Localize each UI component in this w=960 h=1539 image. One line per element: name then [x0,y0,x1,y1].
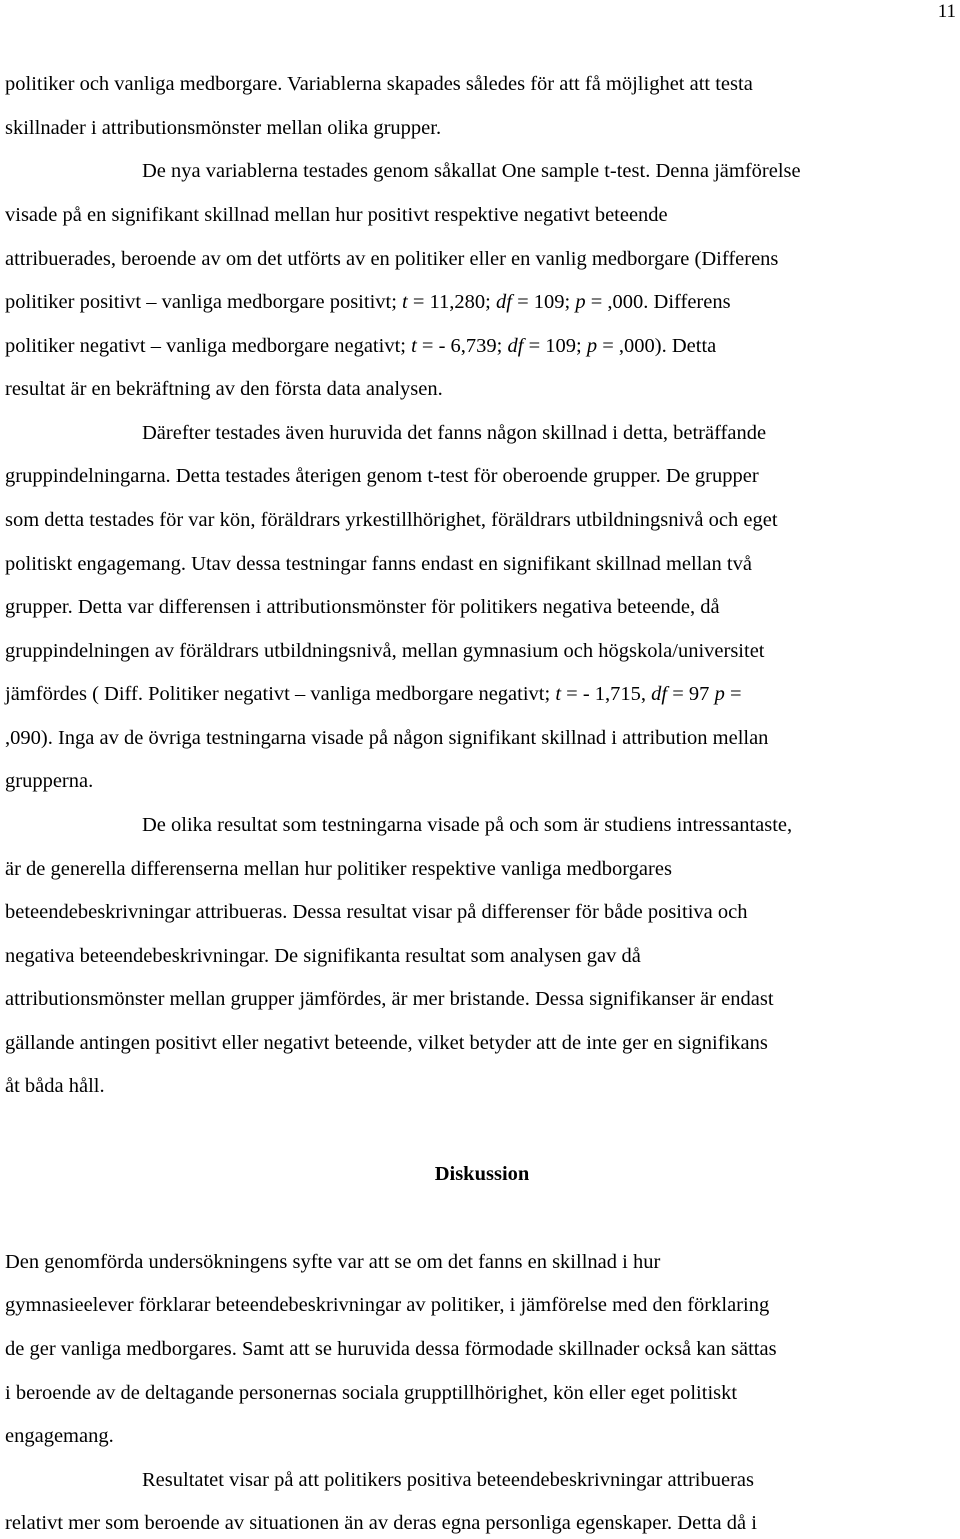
text-line: visade på en signifikant skillnad mellan hur positivt respektive negativt beteende [5,204,668,226]
text-line: attribuerades, beroende av om det utförts av en politiker eller en vanlig medborgare (Differens [5,248,779,270]
text-line: är de generella differenserna mellan hur politiker respektive vanliga medborgares [5,858,672,880]
text-line [5,333,716,359]
stat-symbol: p [714,683,725,705]
stat-symbol: p [586,335,598,357]
stat-symbol: df [507,335,524,357]
text-run: = [724,683,742,705]
page-number: 11 [937,1,956,22]
text-line: Den genomförda undersökningens syfte var att se om det fanns en skillnad i hur [5,1251,661,1273]
text-run: = ,000. Differens [585,291,731,313]
text-line: resultat är en bekräftning av den första data analysen. [5,378,443,400]
text-line [5,681,742,707]
text-line: beteendebeskrivningar attribueras. Dessa resultat visar på differenser för både positiva och [5,901,748,923]
text-run: jämfördes ( Diff. Politiker negativt – vanliga medborgare negativt; [5,683,556,705]
text-run: politiker positivt – vanliga medborgare positivt; [5,291,403,313]
text-run: politiker negativt – vanliga medborgare negativt; [5,335,412,357]
text-line: De olika resultat som testningarna visade på och som är studiens intressantaste, [142,814,793,836]
stat-symbol: t [402,291,408,313]
stat-symbol: df [651,683,668,705]
text-line: gruppindelningarna. Detta testades återigen genom t-test för oberoende grupper. De grupper [5,465,759,487]
text-line: de ger vanliga medborgares. Samt att se huruvida dessa förmodade skillnader också kan sättas [5,1338,777,1360]
text-line [5,289,731,315]
text-line: grupperna. [5,770,94,792]
text-line: relativt mer som beroende av situationen än av deras egna personliga egenskaper. Detta då i [5,1512,757,1534]
text-line: attributionsmönster mellan grupper jämfördes, är mer bristande. Dessa signifikanser är endast [5,988,774,1010]
text-line: skillnader i attributionsmönster mellan olika grupper. [5,117,442,139]
text-line: åt båda håll. [5,1075,105,1097]
text-run: = 11,280; [407,291,496,313]
text-line: Resultatet visar på att politikers positiva beteendebeskrivningar attribueras [142,1469,754,1491]
text-line: politiskt engagemang. Utav dessa testningar fanns endast en signifikant skillnad mellan två [5,553,752,575]
section-heading: Diskussion [434,1163,530,1185]
text-line: gällande antingen positivt eller negativt beteende, vilket betyder att de inte ger en signifikans [5,1032,768,1054]
text-run: = 97 [667,683,715,705]
text-line: grupper. Detta var differensen i attributionsmönster för politikers negativa beteende, då [5,596,720,618]
stat-symbol: df [496,291,512,313]
stat-symbol: t [411,335,417,357]
text-run: = - 6,739; [416,335,508,357]
text-line: ,090). Inga av de övriga testningarna visade på någon signifikant skillnad i attribution mellan [5,727,769,749]
text-line: som detta testades för var kön, föräldrars yrkestillhörighet, föräldrars utbildningsnivå och eget [5,509,778,531]
text-line: i beroende av de deltagande personernas sociala grupptillhörighet, kön eller eget politiskt [5,1382,738,1404]
stat-symbol: p [575,291,586,313]
text-line: De nya variablerna testades genom såkallat One sample t-test. Denna jämförelse [142,160,801,182]
text-line: negativa beteendebeskrivningar. De signifikanta resultat som analysen gav då [5,945,641,967]
text-run: = 109; [523,335,587,357]
text-run: = 109; [511,291,576,313]
text-line: Därefter testades även huruvida det fanns någon skillnad i detta, beträffande [142,422,767,444]
text-line: gymnasieelever förklarar beteendebeskrivningar av politiker, i jämförelse med den förklaring [5,1294,770,1316]
text-line: politiker och vanliga medborgare. Variablerna skapades således för att få möjlighet att testa [5,73,753,95]
text-run: = ,000). Detta [597,335,717,357]
text-run: = - 1,715, [561,683,652,705]
text-line: engagemang. [5,1425,114,1447]
text-line: gruppindelningen av föräldrars utbildningsnivå, mellan gymnasium och högskola/universitet [5,640,765,662]
stat-symbol: t [555,683,562,705]
